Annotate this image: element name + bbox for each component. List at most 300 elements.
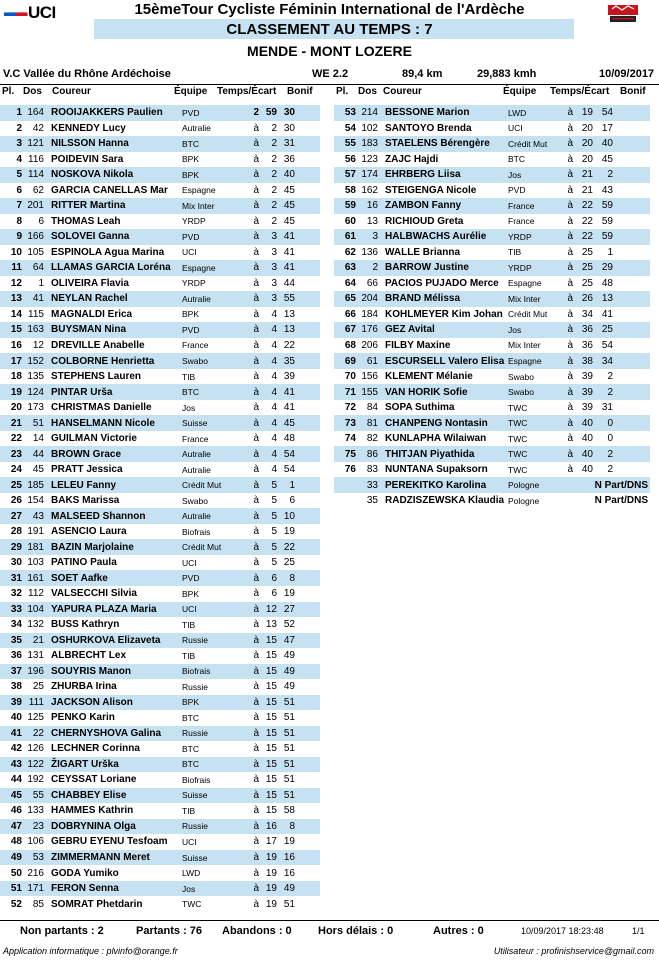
col-header-dos: Dos [23, 86, 42, 97]
bib-cell: 105 [27, 246, 44, 258]
rank-cell: 51 [0, 881, 22, 897]
rank-cell: 50 [10, 867, 22, 879]
table-row [0, 570, 320, 586]
table-row [0, 462, 320, 478]
bib-cell: 111 [22, 695, 44, 711]
rank-cell: 25 [0, 477, 22, 493]
table-row [0, 245, 320, 261]
bonif-cell [295, 648, 320, 664]
rank-cell: 33 [0, 602, 22, 618]
team-cell: BTC [182, 757, 243, 773]
time-minutes-cell: 15 [259, 757, 277, 773]
time-seconds-cell: 45 [601, 153, 613, 165]
bib-cell: 45 [32, 464, 44, 476]
team-cell: Suisse [182, 850, 243, 866]
col-header-equipe: Équipe [174, 86, 208, 97]
rider-name-cell: THITJAN Piyathida [378, 446, 508, 462]
time-prefix-cell: à [253, 184, 259, 196]
time-minutes-cell: 2 [271, 122, 277, 134]
bonif-cell [613, 260, 650, 276]
time-prefix-cell: à [243, 819, 259, 835]
time-prefix-cell: à [567, 339, 573, 351]
table-row [334, 152, 650, 168]
rider-name-cell: ESCURSELL Valero Elisa [378, 353, 508, 369]
time-minutes-cell: 17 [265, 836, 277, 848]
time-seconds-cell: 6 [289, 495, 295, 507]
time-seconds-cell: 36 [283, 153, 295, 165]
time-seconds-cell: 1 [607, 246, 613, 258]
bonif-cell [295, 726, 320, 742]
time-prefix-cell: à [253, 339, 259, 351]
bib-cell: 53 [22, 850, 44, 866]
bonif-cell [295, 167, 320, 183]
bib-cell: 201 [22, 198, 44, 214]
time-prefix-cell: à [243, 695, 259, 711]
bonif-cell [295, 772, 320, 788]
time-prefix-cell: à [243, 322, 259, 338]
time-seconds-cell: 48 [283, 433, 295, 445]
rider-name-cell: OLIVEIRA Flavia [51, 277, 129, 289]
rider-name-cell: ZIMMERMANN Meret [44, 850, 182, 866]
time-seconds-cell: 25 [283, 557, 295, 569]
bib-cell: 154 [27, 495, 44, 507]
stage-name: MENDE - MONT LOZERE [247, 43, 412, 59]
team-cell: Russie [182, 681, 208, 692]
time-prefix-cell: à [567, 184, 573, 196]
time-seconds-cell: 45 [283, 215, 295, 227]
page-number: 1/1 [632, 926, 645, 936]
bib-cell: 135 [27, 371, 44, 383]
bonif-cell [295, 664, 320, 680]
time-seconds-cell: 51 [277, 788, 295, 804]
table-row [0, 819, 320, 835]
rider-name-cell: CHRISTMAS Danielle [51, 402, 152, 414]
time-seconds-cell: 29 [593, 260, 613, 276]
rank-cell: 74 [344, 433, 356, 445]
team-cell: UCI [182, 557, 197, 568]
bonif-cell [613, 369, 650, 385]
rider-name-cell: THOMAS Leah [51, 215, 121, 227]
rank-cell: 13 [0, 291, 22, 307]
rank-cell: 24 [10, 464, 22, 476]
rank-cell: 23 [0, 446, 22, 462]
rider-name-cell: NUNTANA Supaksorn [385, 464, 488, 476]
bonif-cell [295, 617, 320, 633]
time-minutes-cell: 25 [581, 246, 593, 258]
rider-name-cell: POIDEVIN Sara [51, 153, 124, 165]
team-cell: Russie [182, 633, 243, 649]
time-seconds-cell: 49 [277, 881, 295, 897]
table-row [0, 695, 320, 711]
time-seconds-cell: 2 [607, 464, 613, 476]
rider-name-cell: HAMMES Kathrin [51, 805, 134, 817]
rank-cell: 35 [0, 633, 22, 649]
team-cell: BPK [182, 309, 200, 320]
rider-name-cell: EHRBERG Liisa [378, 167, 508, 183]
time-prefix-cell: à [559, 322, 573, 338]
rider-name-cell: GEBRU EYENU Tesfoam [51, 836, 168, 848]
team-cell: Pologne [508, 477, 559, 493]
bib-cell: 115 [28, 308, 44, 320]
bonif-cell [295, 834, 320, 850]
bonif-cell [613, 121, 650, 137]
rank-cell: 71 [334, 384, 356, 400]
rank-cell: 59 [334, 198, 356, 214]
bonif-cell [295, 245, 320, 261]
time-minutes-cell: 39 [573, 384, 593, 400]
bib-cell: 62 [32, 184, 44, 196]
bib-cell: 35 [366, 495, 378, 507]
team-cell: PVD [182, 229, 243, 245]
time-minutes-cell: 4 [259, 384, 277, 400]
time-prefix-cell: à [243, 633, 259, 649]
bonif-cell [295, 586, 320, 602]
table-row [334, 198, 650, 214]
time-seconds-cell: 51 [277, 757, 295, 773]
team-cell: PVD [182, 322, 243, 338]
rider-name-cell: STEIGENGA Nicole [385, 184, 477, 196]
bib-cell: 61 [356, 353, 378, 369]
bib-cell: 1 [38, 277, 44, 289]
rank-cell: 58 [344, 184, 356, 196]
time-seconds-cell: 45 [277, 415, 295, 431]
table-row [334, 384, 650, 400]
rider-name-cell: KENNEDY Lucy [51, 122, 126, 134]
bonif-cell [613, 183, 650, 199]
time-prefix-cell: à [567, 308, 573, 320]
bib-cell: 152 [22, 353, 44, 369]
table-row [0, 260, 320, 276]
time-prefix-cell: à [253, 464, 259, 476]
bib-cell: 84 [366, 402, 378, 414]
rank-cell: 26 [10, 495, 22, 507]
bib-cell: 206 [361, 339, 378, 351]
time-minutes-cell: 5 [271, 526, 277, 538]
bib-cell: 112 [28, 588, 44, 600]
time-prefix-cell: à [253, 619, 259, 631]
bib-cell: 184 [361, 308, 378, 320]
time-seconds-cell: 41 [283, 246, 295, 258]
bonif-cell [295, 136, 320, 152]
rank-cell: 18 [10, 371, 22, 383]
rider-name-cell: JACKSON Alison [44, 695, 182, 711]
header-divider [0, 84, 659, 85]
table-row [0, 369, 320, 385]
time-minutes-cell: 22 [581, 215, 593, 227]
rank-cell: 60 [344, 215, 356, 227]
bib-cell: 12 [32, 339, 44, 351]
time-prefix-cell: à [243, 757, 259, 773]
rank-cell: 16 [10, 339, 22, 351]
time-minutes-cell: 36 [573, 322, 593, 338]
rank-cell: 12 [10, 277, 22, 289]
time-seconds-cell: 13 [283, 308, 295, 320]
time-seconds-cell: 49 [283, 681, 295, 693]
rank-cell: 36 [10, 650, 22, 662]
time-minutes-cell: 34 [581, 308, 593, 320]
rider-name-cell: KUNLAPHA Wilaiwan [385, 433, 487, 445]
rider-name-cell: BAKS Marissa [51, 495, 120, 507]
results-table-right [334, 105, 650, 508]
rainbow-stripes-icon: ▬▬ [4, 5, 27, 19]
bib-cell: 2 [356, 260, 378, 276]
time-minutes-cell: 19 [265, 898, 277, 910]
team-cell: Biofrais [182, 526, 211, 537]
bonif-cell [613, 167, 650, 183]
rider-name-cell: MAGNALDI Erica [51, 308, 133, 320]
time-prefix-cell: à [559, 229, 573, 245]
team-cell: LWD [182, 868, 201, 879]
rider-name-cell: HANSELMANN Nicole [44, 415, 182, 431]
rank-cell: 73 [334, 415, 356, 431]
table-row [0, 539, 320, 555]
time-seconds-cell: 2 [607, 371, 613, 383]
team-cell: Swabo [182, 353, 243, 369]
category: WE 2.2 [312, 68, 349, 80]
time-minutes-cell: 4 [259, 446, 277, 462]
time-prefix-cell: à [243, 726, 259, 742]
time-seconds-cell: 25 [593, 322, 613, 338]
bonif-cell [295, 850, 320, 866]
time-minutes-cell: 20 [573, 136, 593, 152]
team-cell: YRDP [182, 278, 206, 289]
classification-title: CLASSEMENT AU TEMPS : 7 [226, 21, 433, 38]
bib-cell: 106 [27, 836, 44, 848]
team-cell: Suisse [182, 415, 243, 431]
rider-name-cell: BARROW Justine [378, 260, 508, 276]
bonif-cell [295, 493, 320, 509]
bonif-cell [613, 276, 650, 292]
bonif-cell [295, 121, 320, 137]
bonif-cell [613, 338, 650, 354]
rank-cell: 1 [0, 105, 22, 121]
bonif-cell [295, 602, 320, 618]
rider-name-cell: RITTER Martina [44, 198, 182, 214]
rank-cell: 42 [10, 743, 22, 755]
bonif-cell [295, 896, 320, 912]
rider-name-cell: SANTOYO Brenda [385, 122, 472, 134]
time-seconds-cell: 30 [277, 105, 295, 121]
rider-name-cell: YAPURA PLAZA Maria [44, 602, 182, 618]
col-header-temps-right: Temps/Écart [550, 86, 610, 97]
time-prefix-cell: à [253, 308, 259, 320]
bib-cell: 121 [22, 136, 44, 152]
rider-name-cell: ZHURBA Irina [51, 681, 117, 693]
rank-cell: 43 [0, 757, 22, 773]
time-seconds-cell: 59 [601, 215, 613, 227]
table-row [0, 850, 320, 866]
rank-cell: 64 [344, 277, 356, 289]
rank-cell: 45 [0, 788, 22, 804]
time-seconds-cell: 27 [277, 602, 295, 618]
time-minutes-cell: 2 [271, 215, 277, 227]
bib-cell: 185 [22, 477, 44, 493]
rider-name-cell: GUILMAN Victorie [51, 433, 137, 445]
rank-cell: 9 [0, 229, 22, 245]
distance: 89,4 km [402, 68, 443, 80]
table-row [0, 384, 320, 400]
team-cell: BTC [508, 154, 525, 165]
bib-cell: 102 [361, 122, 378, 134]
table-row [0, 586, 320, 602]
team-cell: UCI [508, 123, 523, 134]
time-minutes-cell: 15 [259, 726, 277, 742]
team-cell: TIB [182, 371, 196, 382]
team-cell: Crédit Mut [508, 136, 559, 152]
rider-name-cell: NOSKOVA Nikola [44, 167, 182, 183]
race-date: 10/09/2017 [599, 68, 655, 80]
bonif-cell [295, 679, 320, 695]
col-header-bonif-right: Bonif [620, 86, 646, 97]
time-minutes-cell: 5 [259, 539, 277, 555]
bib-cell: 51 [22, 415, 44, 431]
time-minutes-cell: 2 [259, 136, 277, 152]
rank-cell: 27 [0, 508, 22, 524]
time-prefix-cell: à [243, 850, 259, 866]
time-prefix-cell: à [243, 384, 259, 400]
table-row [334, 136, 650, 152]
col-header-dos-right: Dos [358, 86, 377, 97]
time-minutes-cell: 12 [259, 602, 277, 618]
team-cell: PVD [182, 105, 243, 121]
time-seconds-cell: 0 [607, 433, 613, 445]
bonif-cell [295, 105, 320, 121]
rider-name-cell: ŽIGART Urška [44, 757, 182, 773]
rank-cell: 21 [0, 415, 22, 431]
rank-cell: 66 [344, 308, 356, 320]
race-info-line [0, 68, 659, 84]
rider-name-cell: PINTAR Urša [44, 384, 182, 400]
table-row [0, 307, 320, 323]
team-cell: Swabo [182, 495, 208, 506]
bonif-cell [295, 152, 320, 168]
bonif-cell [613, 136, 650, 152]
time-prefix-cell: à [243, 198, 259, 214]
team-cell: France [182, 340, 209, 351]
bib-cell: 171 [22, 881, 44, 897]
time-minutes-cell: 6 [271, 588, 277, 600]
bib-cell: 132 [27, 619, 44, 631]
rider-name-cell: CHANPENG Nontasin [378, 415, 508, 431]
rank-cell: 8 [16, 215, 22, 227]
rank-cell: 44 [10, 774, 22, 786]
bib-cell: 42 [32, 122, 44, 134]
table-row [0, 602, 320, 618]
team-cell: UCI [182, 836, 197, 847]
bib-cell: 155 [356, 384, 378, 400]
time-prefix-cell: à [567, 153, 573, 165]
rank-cell: 72 [344, 402, 356, 414]
bib-cell: 163 [22, 322, 44, 338]
bonif-cell [295, 183, 320, 199]
bib-cell: 14 [32, 433, 44, 445]
team-cell: Espagne [508, 353, 559, 369]
organizer: V.C Vallée du Rhône Ardéchoise [3, 68, 171, 80]
table-row [334, 415, 650, 431]
bib-cell: 86 [356, 446, 378, 462]
time-seconds-cell: 19 [283, 836, 295, 848]
time-seconds-cell: 2 [593, 167, 613, 183]
rider-name-cell: ALBRECHT Lex [51, 650, 127, 662]
table-row [0, 477, 320, 493]
time-seconds-cell: 2 [593, 446, 613, 462]
team-cell: Swabo [508, 384, 559, 400]
rider-name-cell: DOBRYNINA Olga [44, 819, 182, 835]
time-prefix-cell: à [253, 805, 259, 817]
time-prefix-cell: à [559, 415, 573, 431]
bib-cell: 55 [22, 788, 44, 804]
time-seconds-cell: 58 [283, 805, 295, 817]
time-minutes-cell: 3 [259, 291, 277, 307]
time-prefix-cell: à [559, 167, 573, 183]
team-cell: YRDP [508, 229, 559, 245]
team-cell: TWC [182, 899, 202, 910]
team-cell: YRDP [508, 260, 559, 276]
rank-cell: 19 [0, 384, 22, 400]
rank-cell: 32 [10, 588, 22, 600]
time-prefix-cell: à [243, 446, 259, 462]
time-minutes-cell: 4 [271, 402, 277, 414]
team-cell: Mix Inter [182, 198, 243, 214]
rank-cell: 70 [344, 371, 356, 383]
time-minutes-cell: 2 [259, 198, 277, 214]
time-prefix-cell: à [253, 681, 259, 693]
time-prefix-cell: à [243, 602, 259, 618]
table-row [0, 633, 320, 649]
time-minutes-cell: 40 [581, 464, 593, 476]
rank-cell: 10 [10, 246, 22, 258]
bonif-cell [613, 415, 650, 431]
bib-cell: 216 [27, 867, 44, 879]
time-prefix-cell: à [253, 650, 259, 662]
bib-cell: 81 [356, 415, 378, 431]
table-row [334, 183, 650, 199]
bonif-cell [295, 400, 320, 416]
rider-name-cell: ROOIJAKKERS Paulien [44, 105, 182, 121]
rider-name-cell: SOET Aafke [44, 570, 182, 586]
rank-cell: 76 [344, 464, 356, 476]
bonif-cell [613, 291, 650, 307]
team-cell: France [508, 216, 535, 227]
bonif-cell [295, 462, 320, 478]
rank-cell: 75 [334, 446, 356, 462]
time-prefix-cell: à [253, 495, 259, 507]
rank-cell: 40 [10, 712, 22, 724]
time-prefix-cell: à [243, 167, 259, 183]
table-row [334, 431, 650, 447]
team-cell: Autralie [182, 291, 243, 307]
time-minutes-cell: 25 [573, 260, 593, 276]
table-row [0, 757, 320, 773]
table-row [334, 462, 650, 478]
bonif-cell [613, 245, 650, 261]
dns-status-cell: N Part/DNS [594, 495, 648, 507]
time-seconds-cell: 41 [277, 229, 295, 245]
rank-cell: 29 [0, 539, 22, 555]
time-minutes-cell: 4 [271, 308, 277, 320]
time-prefix-cell: à [243, 477, 259, 493]
bonif-cell [295, 555, 320, 571]
rank-cell: 62 [344, 246, 356, 258]
bib-cell: 174 [356, 167, 378, 183]
table-row [0, 664, 320, 680]
rank-cell: 6 [16, 184, 22, 196]
bib-cell: 173 [27, 402, 44, 414]
table-row [0, 322, 320, 338]
time-minutes-cell: 4 [259, 353, 277, 369]
time-seconds-cell: 41 [283, 402, 295, 414]
rank-cell: 30 [10, 557, 22, 569]
